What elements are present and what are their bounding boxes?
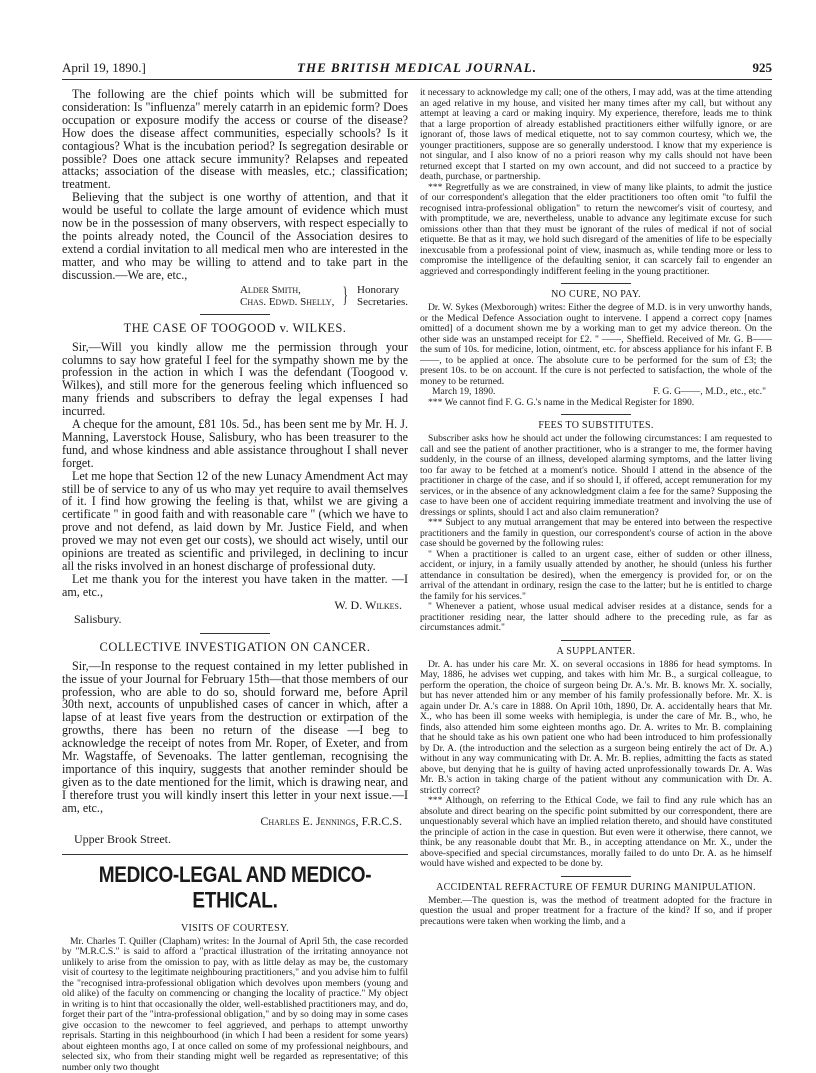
signature: Charles E. Jennings, F.R.C.S.: [260, 813, 402, 828]
signatories: [62, 281, 408, 308]
paragraph: Believing that the subject is one worthy of attention, and that it would be useful to collate the large amount of evidence which must now be in the possession of many observers, with respect especially to the points already noted, the Council of the Association desires to extend a cordial invitation to all medical men who are interested in the matter, and who may be willing to attend and to take part in the discussion.—We are, etc.,: [62, 190, 408, 282]
paragraph: Dr. A. has under his care Mr. X. on several occasions in 1886 for head symptoms. In May, 1886, he advises wet cupping, and takes with him Mr. B., a surgical colleague, to perform the operation, the choice of surgeon being Dr. A.'s. Mr. B. knows Mr. X. socially, but has never attended him or any member of his family professionally before. Mr. X. is again under Dr. A.'s care in 1888. On April 10th, 1890, Dr. A. accidentally hears that Mr. X., who has been ill some weeks with hemiplegia, is under the care of Mr. B., who, he finds, also attended him some eighteen months ago. Dr. A. writes to Mr. B. complaining that he should take as his own patient one who had been introduced to him professionally by Dr. A. (the introduction and the selection as a surgeon being entirely the act of Dr. A.) without in any way communicating with Dr. A. Mr. B. replies, admitting the facts as stated above, but denying that he is guilty of having acted unprofessionally towards Dr. A. Was Mr. B.'s action in taking charge of the patient without any communication with Dr. A. strictly correct?: [420, 658, 772, 796]
heading-visits: VISITS OF COURTESY.: [181, 922, 289, 934]
paragraph: Let me hope that Section 12 of the new Lunacy Amendment Act may still be of service to any of us who may yet require to avail themselves of it. I find how growing the feeling is that, whilst we are giving a certificate " in good faith and with reasonable care " (which we have to prove and not defend, as laid down by Mr. Justice Field, and when proved we may not even get our costs), we should act wisely, until our opinions are treated as scientific and privileged, in declining to incur all the risks involved in an honest discharge of professional duty.: [62, 468, 408, 573]
signature: F. G. G——, M.D., etc., etc.": [653, 386, 766, 397]
signer: Alder Smith,: [239, 283, 301, 296]
paragraph: The following are the chief points which will be submitted for consideration: Is "influenza" merely catarrh in an epidemic form? Does occupation or exposure modify the access or course of the disease? How does the disease affect communities, especially schools? Is it contagious? What is the incubation period? Is segregation desirable or possible? Does one attack secure immunity? Relapses and repeated attacks; association of the disease with measles, etc.; classification; treatment.: [62, 87, 408, 192]
right-column: [420, 88, 772, 927]
divider: [561, 414, 631, 415]
heading-supplanter: A SUPPLANTER.: [556, 645, 636, 657]
heading-femur: ACCIDENTAL REFRACTURE OF FEMUR DURING MANIPULATION.: [436, 881, 756, 893]
paragraph: Sir,—Will you kindly allow me the permission through your columns to say how grateful I feel for the sympathy shown me by the profession in the action in which I was the defendant (Toogood v. Wilkes), and still more for the generous feeling which influenced so many friends and subscribers to defray the legal expenses I had incurred.: [62, 339, 408, 419]
cancer-letter: [62, 660, 408, 847]
date-signature-row: [420, 387, 772, 398]
heading-nocure: NO CURE, NO PAY.: [551, 289, 641, 300]
toogood-letter: [62, 341, 408, 627]
letter-date: March 19, 1890.: [432, 386, 496, 397]
visits-letter: [62, 937, 408, 1073]
heading-cancer: COLLECTIVE INVESTIGATION ON CANCER.: [99, 639, 371, 654]
paragraph: Let me thank you for the interest you have taken in the matter. —I am, etc.,: [62, 571, 408, 599]
quoted-rule: " When a practitioner is called to an urgent case, either of sudden or other illness, accident, or injury, in a family usually attended by another, he should (unless his further attendance in consultation be desired), when the emergency is provided for, or on the arrival of the attendant in ordinary, resign the case to the latter; but he is entitled to charge the family for his services.": [420, 548, 772, 602]
paragraph: Dr. W. Sykes (Mexborough) writes: Either the degree of M.D. is in very unworthy hands, or the Medical Defence Association ought to intervene. I append a correct copy [names omitted] of a document shown me by a working man to get my advice thereon. On the other side was an unstamped receipt for £2. " ——, Sheffield. Received of Mr. G. B—— the sum of 10s. for medicine, lotion, ointment, etc. for abscess appliance for his infant F. B——, to be applied at once. The absolute cure to be performed for the sum of £3; the present 10s. to be on account. If the cure is not perfected to satisfaction, the whole of the money to be returned.: [420, 302, 772, 387]
page-number: 925: [752, 60, 772, 75]
editor-reply: *** Regretfully as we are constrained, in view of many like plaints, to admit the justice of our correspondent's allegation that the elder practitioners too often omit "to fulfil the recognised intra-professional obligation" to return the newcomer's visit of courtesy, and with promptitude, we are, nevertheless, unable to advance any legitimate excuse for such omissions other than that they must be ignorant of the rules of medical if not of social etiquette. Be that as it may, we hold such disregard of the amenities of life to be especially inexcusable from a professional point of view, inasmuch as, while tending more or less to compromise the intelligence of the defaulting senior, it can scarcely fail to engender an aggrieved and correspondingly indifferent feeling in the young practitioner.: [420, 181, 772, 277]
signer: Chas. Edwd. Shelly,: [239, 295, 335, 308]
divider: [561, 876, 631, 877]
paragraph: Mr. Charles T. Quiller (Clapham) writes: In the Journal of April 5th, the case recorded by "M.R.C.S." is said to afford a "practical illustration of the irritating annoyance not unlikely to arise from the omission to pay, with as little delay as may be, the customary visit of courtesy to the legitimate neighbouring practitioners," and you advise him to fulfil the "recognised intra-professional obligation which devolves upon members (young and old alike) of the faculty on commencing or changing the locality of practice." My object in writing is to hint that occasionally the older, well-established practitioners may, and do, forget their part of the "intra-professional obligation," and by so doing may in some cases give occasion to the newcomer to feel aggrieved, and perhaps to attempt unworthy reprisals. Starting in this neighbourhood (in which I had been a resident for some years) about eighteen months ago, I at once called on some of my professional neighbours, and selected six, who from their standing might well be regarded as representative; of this number only two thought: [62, 935, 408, 1073]
fees-letter: [420, 434, 772, 634]
femur-letter: [420, 896, 772, 928]
paragraph: A cheque for the amount, £81 10s. 5d., has been sent me by Mr. H. J. Manning, Laverstock House, Salisbury, who has been treasurer to the fund, and whose kindness and able assistance throughout I shall never forget.: [62, 417, 408, 470]
heading-fees: FEES TO SUBSTITUTES.: [538, 420, 654, 431]
paragraph: Subscriber asks how he should act under the following circumstances: I am requested to call and see the patient of another practitioner, who is a stranger to me, the former having suddenly, in the course of an illness, developed alarming symptoms, and the latter living too far away to be fetched at a moment's notice. Should I attend in the absence of the practitioner in charge of the case, and if so should I, if offered, accept remuneration for my services, or in the absence of any acknowledgment claim a fee for the same? Supposing the case to have been one of accident requiring immediate treatment and involving the use of dressings or splints, should I act and also claim remuneration?: [420, 433, 772, 518]
divider: [561, 283, 631, 284]
editor-reply: *** Although, on referring to the Ethical Code, we fail to find any rule which has an absolute and direct bearing on the specific point submitted by our correspondent, there are unquestionably several which have an implied relation thereto, and should have constituted the principle of action in the case in question. But even were it otherwise, there cannot, we think, be any reasonable doubt that Mr. B., in accepting attendance on Mr. X., under the above-specified and special circumstances, morally failed to do unto Dr. A. as he himself would have wished and expected to be done by.: [420, 795, 772, 869]
header-rule: [62, 79, 772, 80]
editor-reply: *** We cannot find F. G. G.'s name in the Medical Register for 1890.: [428, 396, 695, 408]
role: Honorary: [357, 283, 400, 296]
place: Salisbury.: [74, 611, 122, 626]
issue-date: April 19, 1890.]: [62, 60, 146, 75]
paragraph: Sir,—In response to the request contained in my letter published in the issue of your Journal for February 15th—that those members of our profession, who are able to do so, should forward me, before April 30th next, accounts of unpublished cases of cancer in which, after a lapse of at least five years from the destruction or extirpation of the growths, there has been no return of the disease —I beg to acknowledge the receipt of notes from Mr. Roper, of Exeter, and from Mr. Wagstaffe, of Sevenoaks. The latter gentleman, recognising the importance of this inquiry, suggests that another reminder should be given as to the date mentioned for the limit, which is drawing near, and I therefore trust you will kindly insert this letter in your next issue.—I am, etc.,: [62, 658, 408, 815]
role: Secretaries.: [357, 295, 408, 308]
running-header: [62, 60, 772, 78]
supplanter-letter: [420, 660, 772, 870]
journal-title: THE BRITISH MEDICAL JOURNAL.: [297, 60, 537, 75]
quoted-rule: " Whenever a patient, whose usual medical adviser resides at a distance, sends for a practitioner residing near, the latter should adhere to the preceding rule, as far as circumstances admit.": [420, 601, 772, 633]
paragraph: it necessary to acknowledge my call; one of the others, I may add, was at the time attending an aged relative in my house, and visited her many times after my call, but without any attempt at leaving a card or making inquiry. My experience, therefore, leads me to think that a large proportion of already established practitioners either wilfully ignore, or are ignorant of, those laws of medical etiquette, not to say common courtesy, which we, the younger practitioners, suppose are so generally understood. I know that my experience is not singular, and I also know of no a priori reason why my calls should not have been returned except that I started on my own account, and did not succeed to a practice by death, purchase, or partnership.: [420, 87, 772, 182]
divider: [561, 640, 631, 641]
signature: W. D. Wilkes.: [334, 597, 402, 612]
section-title: MEDICO-LEGAL AND MEDICO-ETHICAL.: [98, 863, 372, 913]
divider: [62, 854, 408, 855]
influenza-letter: [62, 88, 408, 308]
divider: [200, 314, 270, 315]
visits-continued: [420, 88, 772, 277]
place: Upper Brook Street.: [74, 831, 171, 846]
divider: [200, 633, 270, 634]
heading-toogood: THE CASE OF TOOGOOD v. WILKES.: [123, 320, 347, 335]
editor-reply: *** Subject to any mutual arrangement that may be entered into between the respective practitioners and the family in question, our correspondent's course of action in the above case should be governed by the following rules:: [420, 517, 772, 549]
nocure-letter: [420, 303, 772, 408]
left-column: [62, 88, 408, 1073]
paragraph: Member.—The question is, was the method of treatment adopted for the fracture in question the usual and proper treatment for a fracture of the kind? If so, and if proper precautions were taken when working the limb, and a: [420, 894, 772, 927]
brace-glyph: }: [343, 281, 349, 307]
